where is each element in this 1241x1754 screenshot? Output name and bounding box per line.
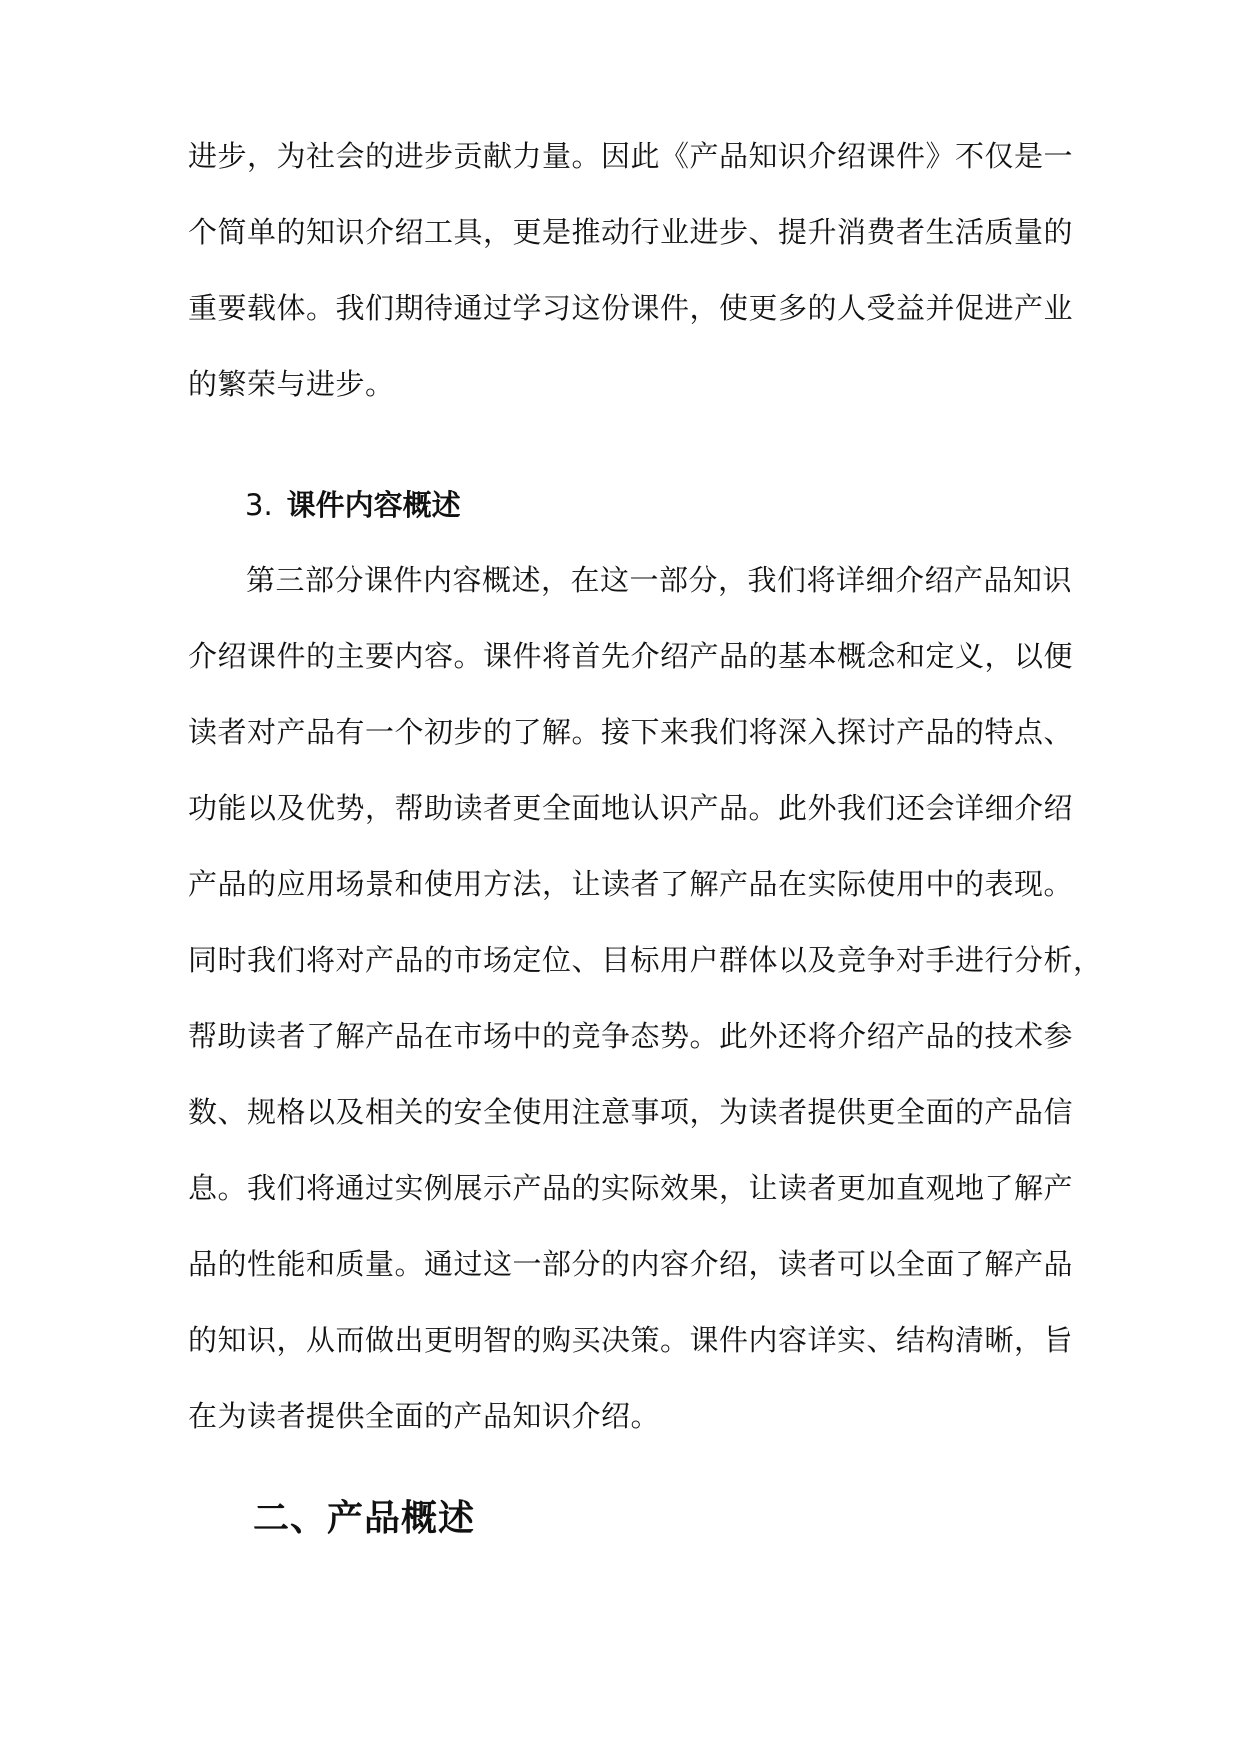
section-3-title: 课件内容概述 — [286, 488, 461, 522]
section-3-line-11: 的知识，从而做出更明智的购买决策。课件内容详实、结构清晰，旨 — [188, 1323, 1074, 1357]
section-3-line-5: 产品的应用场景和使用方法，让读者了解产品在实际使用中的表现。 — [188, 867, 1074, 901]
section-3-heading — [245, 485, 461, 525]
section-3-line-8: 数、规格以及相关的安全使用注意事项，为读者提供更全面的产品信 — [188, 1095, 1074, 1129]
intro-line-3: 重要载体。我们期待通过学习这份课件，使更多的人受益并促进产业 — [188, 291, 1074, 325]
intro-line-2: 个简单的知识介绍工具，更是推动行业进步、提升消费者生活质量的 — [188, 215, 1074, 249]
intro-line-1: 进步，为社会的进步贡献力量。因此《产品知识介绍课件》不仅是一 — [188, 139, 1074, 173]
section-3-line-12: 在为读者提供全面的产品知识介绍。 — [188, 1399, 661, 1433]
section-3-line-3: 读者对产品有一个初步的了解。接下来我们将深入探讨产品的特点、 — [188, 715, 1074, 749]
section-3-line-1: 第三部分课件内容概述，在这一部分，我们将详细介绍产品知识 — [246, 563, 1073, 597]
chapter-2-heading: 二、产品概述 — [253, 1497, 476, 1539]
section-3-line-2: 介绍课件的主要内容。课件将首先介绍产品的基本概念和定义，以便 — [188, 639, 1074, 673]
section-3-number: 3. — [245, 488, 273, 522]
section-3-line-6: 同时我们将对产品的市场定位、目标用户群体以及竞争对手进行分析， — [188, 943, 1103, 977]
section-3-line-10: 品的性能和质量。通过这一部分的内容介绍，读者可以全面了解产品 — [188, 1247, 1074, 1281]
intro-line-4: 的繁荣与进步。 — [188, 367, 395, 401]
section-3-line-7: 帮助读者了解产品在市场中的竞争态势。此外还将介绍产品的技术参 — [188, 1019, 1074, 1053]
section-3-line-4: 功能以及优势，帮助读者更全面地认识产品。此外我们还会详细介绍 — [188, 791, 1074, 825]
section-3-line-9: 息。我们将通过实例展示产品的实际效果，让读者更加直观地了解产 — [188, 1171, 1074, 1205]
